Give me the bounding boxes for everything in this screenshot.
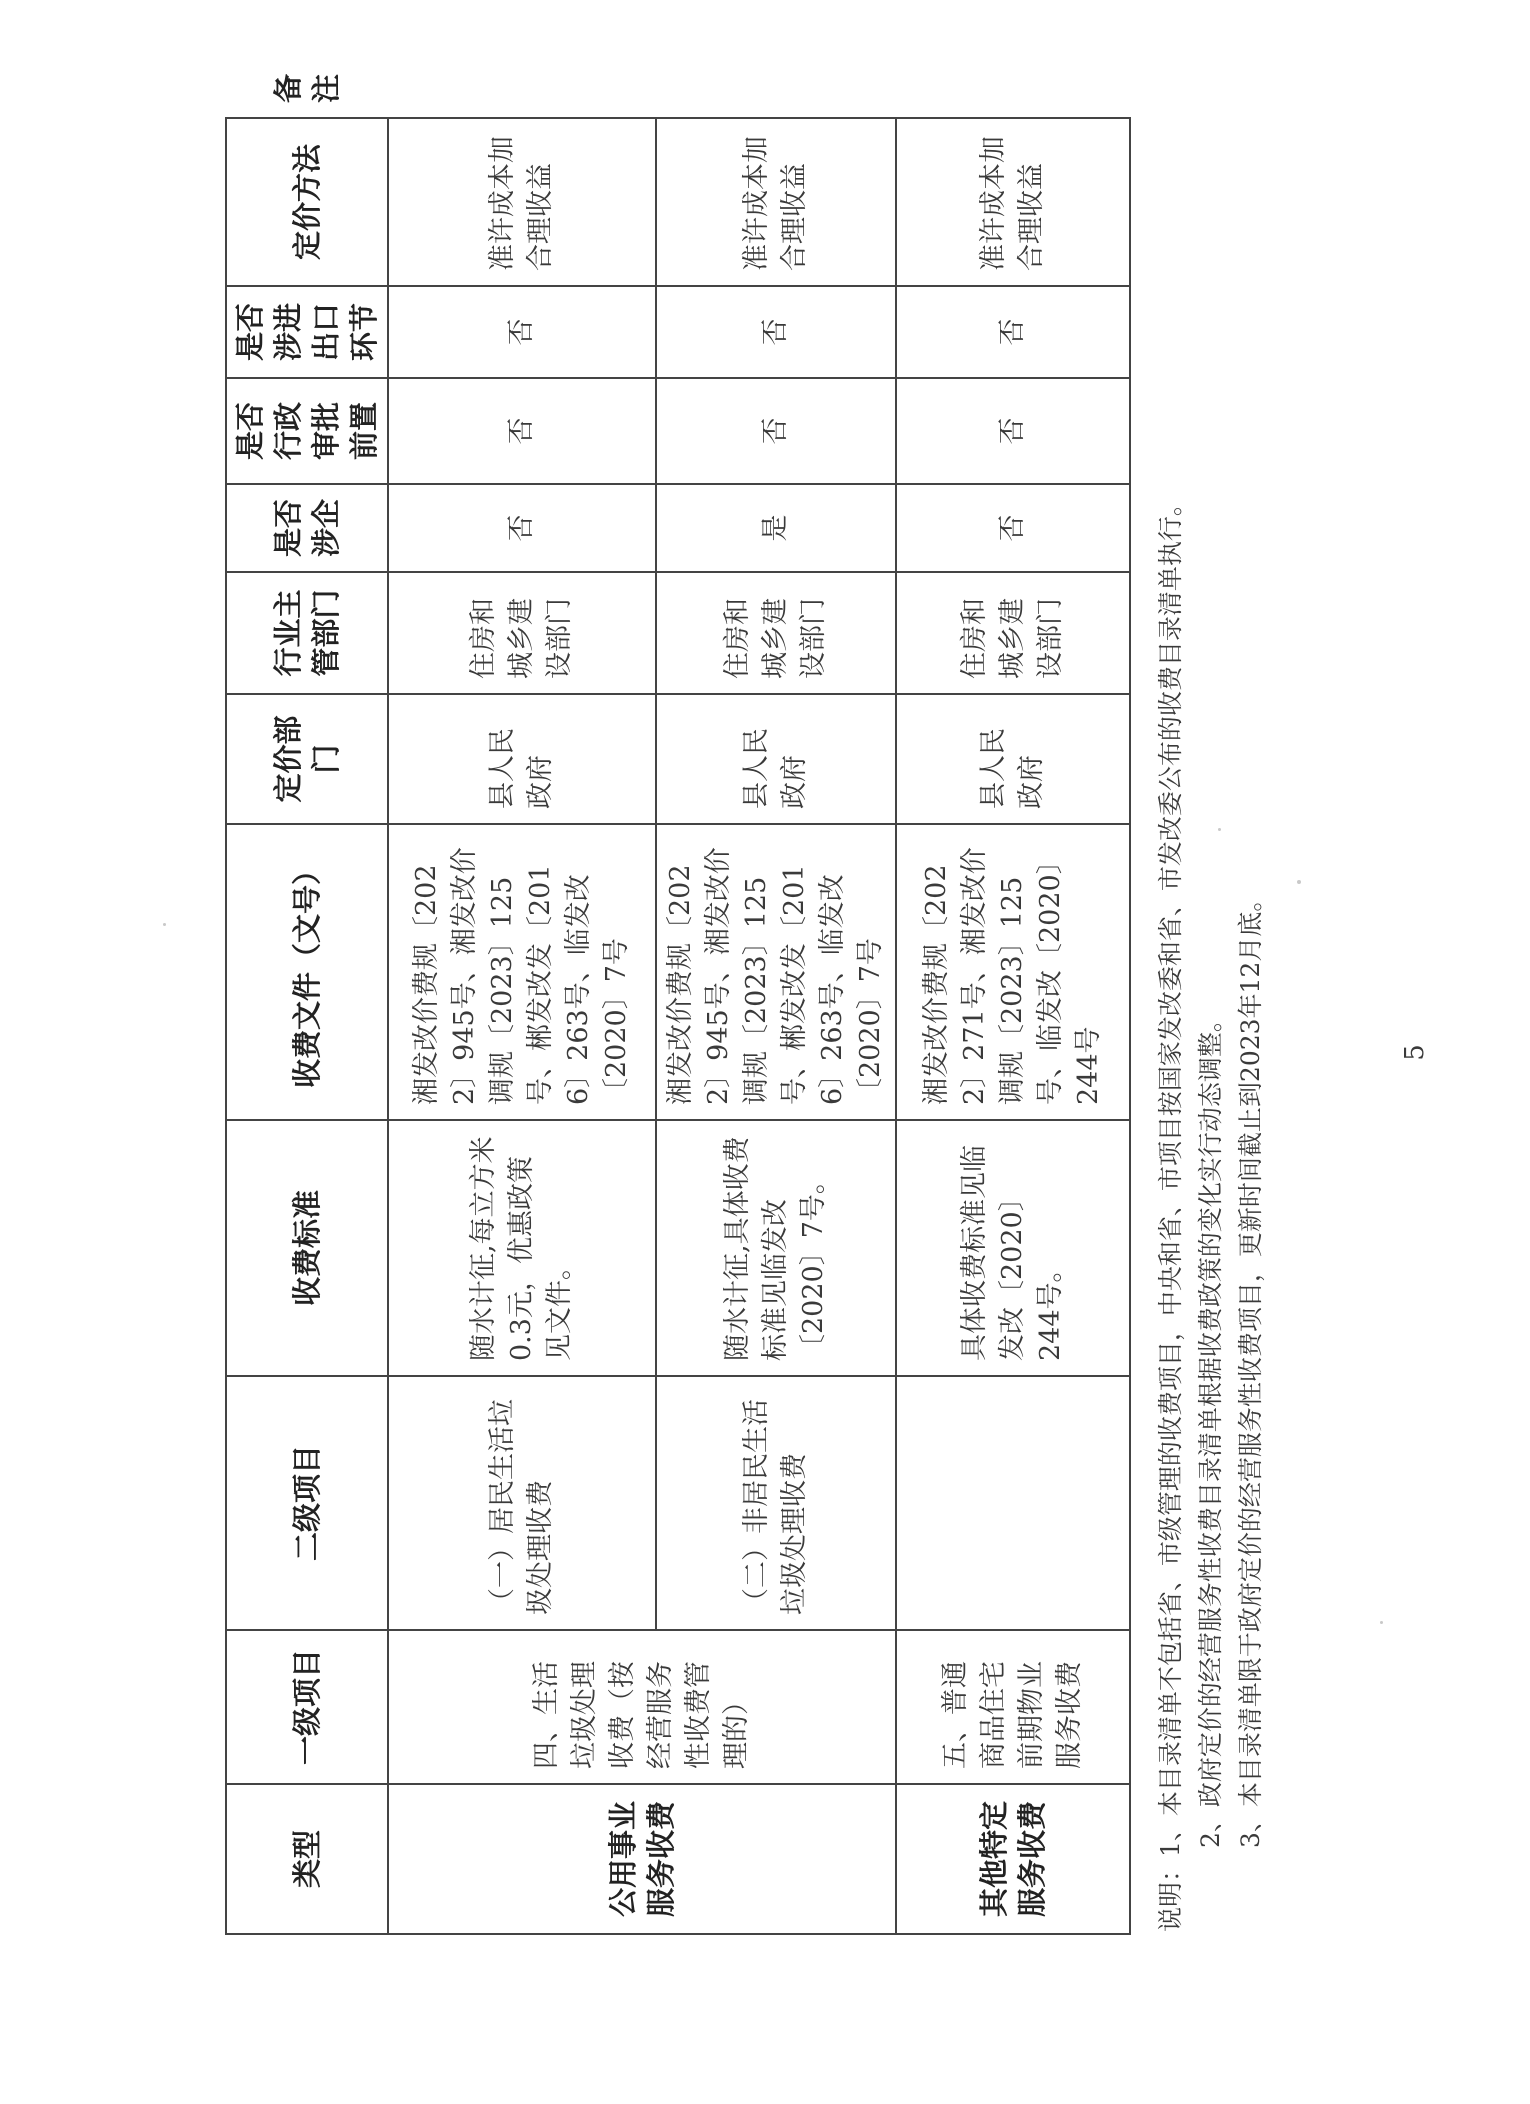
cell-level2: （一）居民生活垃圾处理收费 (388, 1376, 656, 1630)
cell-import-export: 否 (656, 286, 896, 378)
header-industry-dept: 行业主管部门 (226, 572, 388, 694)
cell-level2: （二）非居民生活垃圾处理收费 (656, 1376, 896, 1630)
header-pricing-method: 定价方法 (226, 118, 388, 286)
header-standard: 收费标准 (226, 1120, 388, 1376)
cell-category: 其他特定服务收费 (896, 1784, 1130, 1934)
header-level1: 一级项目 (226, 1630, 388, 1784)
table-row (896, 118, 1130, 1934)
table-row (388, 118, 656, 1934)
cell-industry-dept: 住房和城乡建设部门 (388, 572, 656, 694)
cell-involves-enterprise: 否 (388, 484, 656, 572)
cell-involves-enterprise: 否 (896, 484, 1130, 572)
cell-admin-approval: 否 (656, 378, 896, 484)
note-line-3: 3、本目录清单限于政府定价的经营服务性收费项目，更新时间截止到2023年12月底。 (1236, 886, 1265, 1848)
cell-pricing-method: 准许成本加合理收益 (388, 118, 656, 286)
cell-industry-dept: 住房和城乡建设部门 (656, 572, 896, 694)
cell-industry-dept: 住房和城乡建设部门 (896, 572, 1130, 694)
cell-category: 公用事业服务收费 (388, 1784, 896, 1934)
cell-import-export: 否 (896, 286, 1130, 378)
header-document: 收费文件（文号） (226, 824, 388, 1120)
cell-pricing-method: 准许成本加合理收益 (656, 118, 896, 286)
header-category: 类型 (226, 1784, 388, 1934)
table-header-row: 类型 一级项目 二级项目 收费标准 收费文件（文号） 定价部门 行业主管部门 是否涉企 是否行政审批前置 是否涉进出口环节 定价方法 备注 (226, 118, 388, 1934)
cell-document: 湘发改价费规〔2022〕271号、湘发改价调规〔2023〕125号、临发改〔2020〕244号 (896, 824, 1130, 1120)
cell-document: 湘发改价费规〔2022〕945号、湘发改价调规〔2023〕125号、郴发改发〔2016〕263号、临发改〔2020〕7号 (388, 824, 656, 1120)
header-admin-approval: 是否行政审批前置 (226, 378, 388, 484)
cell-pricing-dept: 县人民政府 (388, 694, 656, 824)
note-line-1: 说明：1、本目录清单不包括省、市级管理的收费项目，中央和省、市项目按国家发改委和省、市发改委公布的收费目录清单执行。 (1156, 491, 1185, 1932)
cell-standard: 随水计征,每立方米0.3元，优惠政策见文件。 (388, 1120, 656, 1376)
header-pricing-dept: 定价部门 (226, 694, 388, 824)
header-import-export: 是否涉进出口环节 (226, 286, 388, 378)
cell-admin-approval: 否 (388, 378, 656, 484)
cell-level1: 四、生活垃圾处理收费（按经营服务性收费管理的） (388, 1630, 896, 1784)
cell-involves-enterprise: 是 (656, 484, 896, 572)
note-line-2: 2、政府定价的经营服务性收费目录清单根据收费政策的变化实行动态调整。 (1196, 1007, 1225, 1848)
page-number: 5 (1400, 1044, 1430, 1061)
cell-standard: 具体收费标准见临发改〔2020〕244号。 (896, 1120, 1130, 1376)
notes (1152, 142, 1272, 1932)
cell-pricing-dept: 县人民政府 (896, 694, 1130, 824)
cell-admin-approval: 否 (896, 378, 1130, 484)
cell-standard: 随水计征,具体收费标准见临发改〔2020〕7号。 (656, 1120, 896, 1376)
header-involves-enterprise: 是否涉企 (226, 484, 388, 572)
cell-level1: 五、普通商品住宅前期物业服务收费 (896, 1630, 1130, 1784)
cell-level2 (896, 1376, 1130, 1630)
cell-pricing-method: 准许成本加合理收益 (896, 118, 1130, 286)
cell-import-export: 否 (388, 286, 656, 378)
fee-table (225, 73, 1131, 1935)
header-level2: 二级项目 (226, 1376, 388, 1630)
rotated-page (0, 55, 1530, 2050)
cell-pricing-dept: 县人民政府 (656, 694, 896, 824)
cell-document: 湘发改价费规〔2022〕945号、湘发改价调规〔2023〕125号、郴发改发〔2016〕263号、临发改〔2020〕7号 (656, 824, 896, 1120)
